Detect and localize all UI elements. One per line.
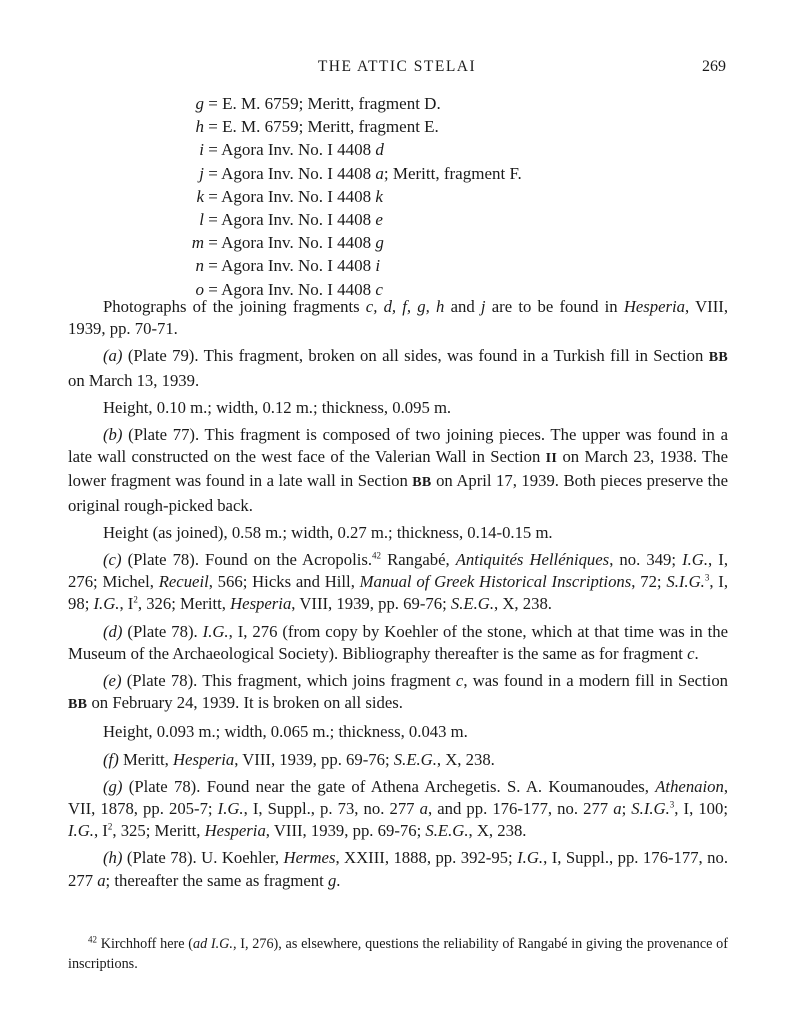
footnote-number: 42 — [88, 934, 97, 945]
siglum-n: n = Agora Inv. No. I 4408 i — [195, 256, 381, 276]
paragraph-fragment-h: (h) (Plate 78). U. Koehler, Hermes, XXIII, 1888, pp. 392-95; I.G., I, Suppl., pp. 176-177, no. 277 a; thereafter the same as fragment g. — [68, 848, 729, 890]
dimensions-fragment-e: Height, 0.093 m.; width, 0.065 m.; thickness, 0.043 m. — [103, 722, 468, 742]
siglum-i: i = Agora Inv. No. I 4408 d — [199, 140, 384, 160]
dimensions-fragment-b: Height (as joined), 0.58 m.; width, 0.27 m.; thickness, 0.14-0.15 m. — [103, 522, 553, 542]
page-number: 269 — [702, 58, 726, 75]
body-text — [68, 296, 728, 892]
siglum-k: k = Agora Inv. No. I 4408 k — [196, 186, 383, 206]
paragraph-fragment-b: (b) (Plate 77). This fragment is composed of two joining pieces. The upper was found in a late wall constructed on the west face of the Valerian Wall in Section II on March 23, 1938. The lower fragment was found in a late wall in Section BB on April 17, 1939. Both pieces preserve the original rough-picked back. — [68, 425, 728, 515]
siglum-m: m = Agora Inv. No. I 4408 g — [191, 233, 384, 253]
paragraph-fragment-c: (c) (Plate 78). Found on the Acropolis.$^{42}$ Rangabé, Antiquités Helléniques, no. 349; I.G., I, 276; Michel, Recueil, 566; Hicks and Hill, Manual of Greek Historical Inscriptions, 72; S.I.G.$^3$, I, 98; I.G., $I^2$, 326; Meritt, Hesperia, VIII, 1939, pp. 69-76; S.E.G., X, 238. — [68, 550, 729, 614]
siglum-j: j = Agora Inv. No. I 4408 a; Meritt, fragment F. — [199, 163, 522, 183]
siglum-g: g = E. M. 6759; Meritt, fragment D. — [195, 94, 441, 113]
running-title: THE ATTIC STELAI — [317, 58, 477, 75]
paragraph-fragment-e: (e) (Plate 78). This fragment, which joins fragment c, was found in a modern fill in Section BB on February 24, 1939. It is broken on all sides. — [68, 671, 729, 713]
sigla-list — [190, 92, 730, 301]
running-header — [68, 58, 726, 82]
siglum-l: l = Agora Inv. No. I 4408 e — [199, 210, 383, 230]
siglum-o: o = Agora Inv. No. I 4408 c — [195, 279, 383, 299]
paragraph-fragment-g: (g) (Plate 78). Found near the gate of Athena Archegetis. S. A. Koumanoudes, Athenaion, VII, 1878, pp. 205-7; I.G., I, Suppl., p. 73, no. 277 a, and pp. 176-177, no. 277 a; S.I.G.$^3$, I, 100; I.G., $I^2$, 325; Meritt, Hesperia, VIII, 1939, pp. 69-76; S.E.G., X, 238. — [68, 776, 728, 841]
paragraph-fragment-f: (f) Meritt, Hesperia, VIII, 1939, pp. 69-76; S.E.G., X, 238. — [103, 749, 495, 769]
siglum-h: h = E. M. 6759; Meritt, fragment E. — [195, 117, 439, 137]
paragraph-fragment-d: (d) (Plate 78). I.G., I, 276 (from copy by Koehler of the stone, which at that time was in the Museum of the Archaeological Society). Bibliography thereafter is the same as for fragment c. — [68, 621, 728, 663]
paragraph-photographs: Photographs of the joining fragments c, d, f, g, h and j are to be found in Hesperia, VIII, 1939, pp. 70-71. — [68, 297, 728, 339]
paragraph-fragment-a: (a) (Plate 79). This fragment, broken on all sides, was found in a Turkish fill in Section BB on March 13, 1939. — [68, 346, 728, 390]
footnote-ref-42: 42 — [372, 550, 382, 561]
footnote-42: $^{42}$ Kirchhoff here (ad I.G., I, 276), as elsewhere, questions the reliability of Rangabé in giving the provenance of inscriptions. — [68, 934, 728, 972]
dimensions-fragment-a: Height, 0.10 m.; width, 0.12 m.; thickness, 0.095 m. — [103, 397, 452, 417]
